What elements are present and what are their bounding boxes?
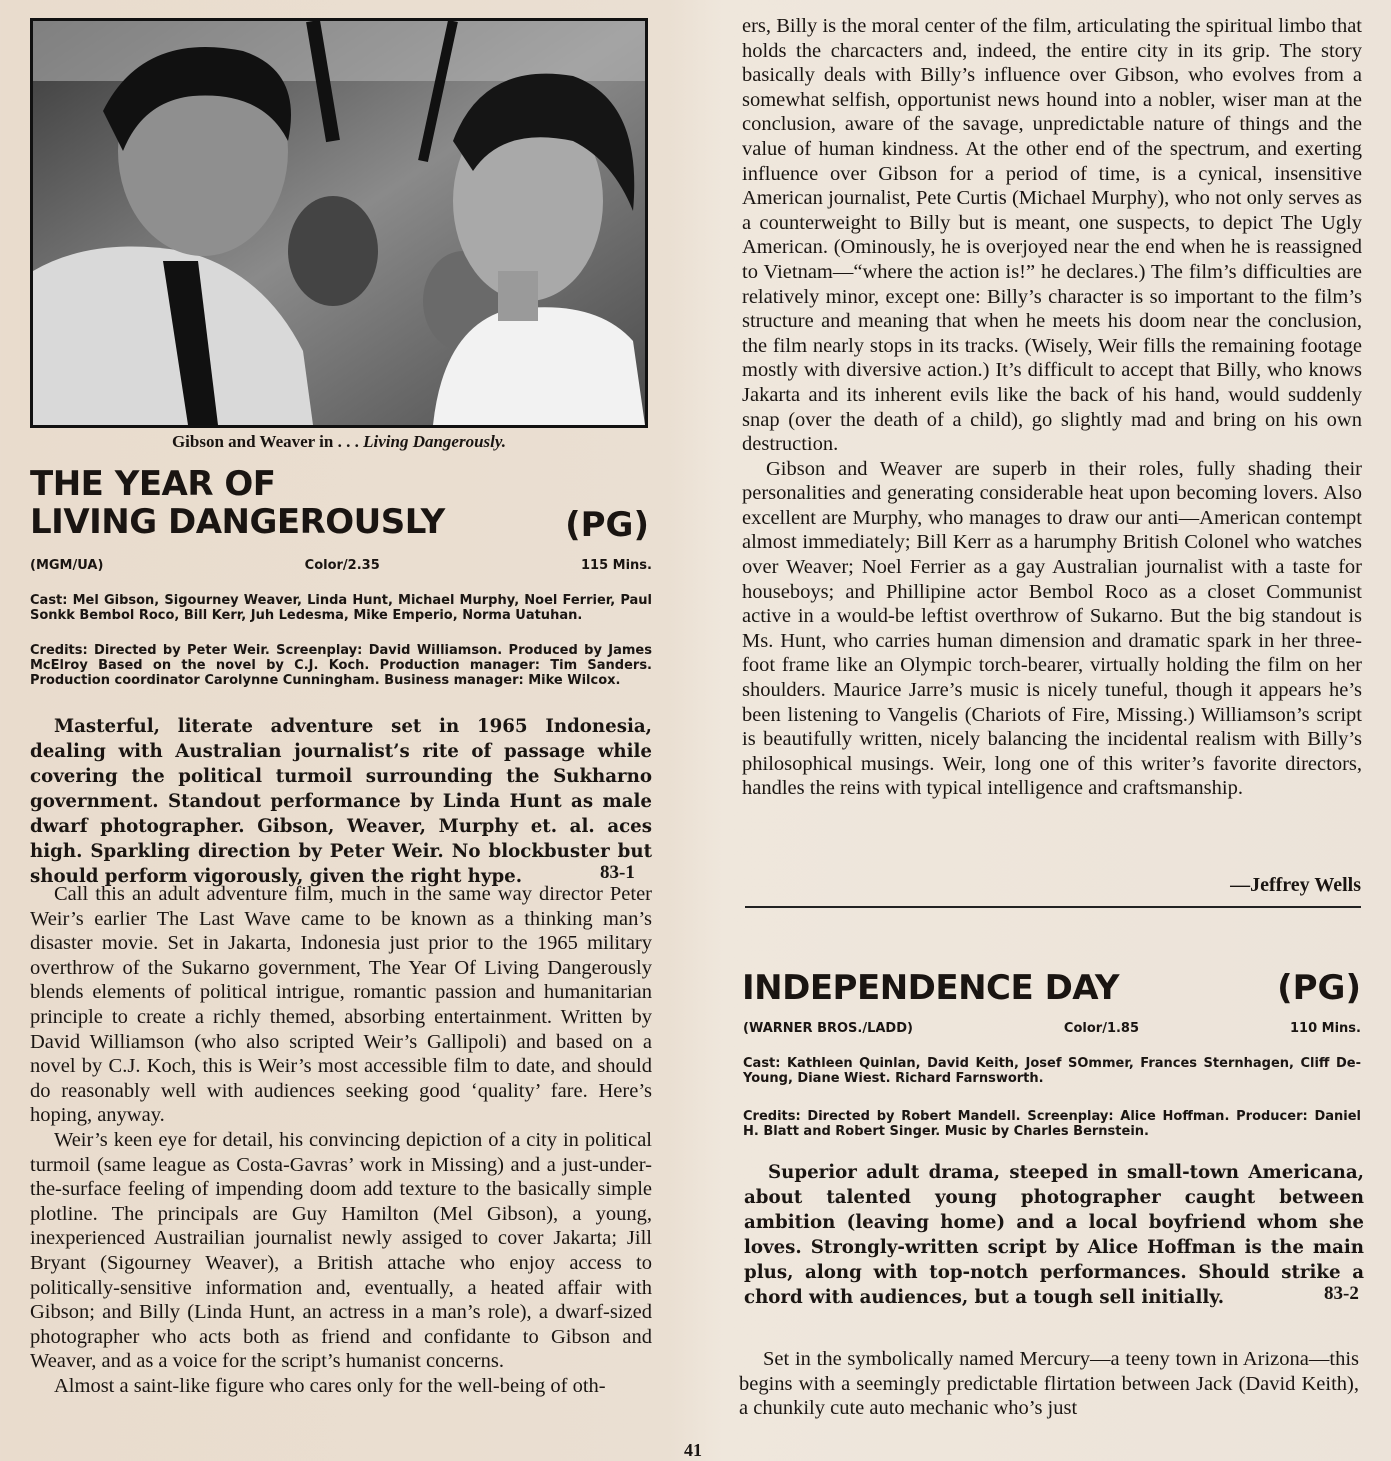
distributor: (MGM/UA) bbox=[30, 558, 104, 573]
review-summary: Superior adult drama, steeped in small-town Americana, about talented young photographer caught between ambition (leaving home) and a local boyfriend whom she loves. Strongly-written script by Alice Hoffman is the main plus, along with top-notch performances. Should strike a chord with audiences, but a tough sell initially. bbox=[744, 1162, 1364, 1308]
reviewer-signoff: —Jeffrey Wells bbox=[1230, 874, 1361, 896]
film-meta-row bbox=[743, 1021, 1361, 1036]
cast-list: Cast: Mel Gibson, Sigourney Weaver, Linda Hunt, Michael Murphy, Noel Ferrier, Paul Sonkk Bembol Roco, Bill Kerr, Juh Ledesma, Mike Emperio, Norma Uatuhan. bbox=[30, 593, 652, 623]
section-divider bbox=[745, 906, 1361, 908]
cast-list: Cast: Kathleen Quinlan, David Keith, Josef SOmmer, Frances Sternhagen, Cliff De-Young, Diane Wiest. Richard Farnsworth. bbox=[743, 1056, 1361, 1086]
review-code: 83-1 bbox=[600, 862, 635, 883]
body-paragraph: Set in the symbolically named Mercury—a teeny town in Arizona—this begins with a seemingly predictable flirtation between Jack (David Keith), a chunkily cute auto mechanic who’s just bbox=[739, 1348, 1359, 1420]
review-summary: Masterful, literate adventure set in 1965 Indonesia, dealing with Australian journalist’s rite of passage while covering the political turmoil surrounding the Sukharno government. Standout performance by Linda Hunt as male dwarf photographer. Gibson, Weaver, Murphy et. al. aces high. Sparkling direction by Peter Weir. No blockbuster but should perform vigorously, given the right hype. bbox=[30, 716, 652, 887]
body-paragraph: Almost a saint-like figure who cares only for the well-being of oth- bbox=[54, 1374, 606, 1397]
caption-lead: Gibson and Weaver in . . . bbox=[171, 432, 364, 451]
review-title bbox=[30, 465, 550, 541]
runtime: 115 Mins. bbox=[581, 558, 652, 573]
review-title: INDEPENDENCE DAY bbox=[742, 968, 1119, 1008]
credits-list: Credits: Directed by Peter Weir. Screenplay: David Williamson. Produced by James McElroy Based on the novel by C.J. Koch. Production manager: Tim Sanders. Production coordinator Carolynne Cunningham. Business manager: Mike Wilcox. bbox=[30, 643, 652, 688]
review-title-line-1: THE YEAR OF bbox=[30, 464, 276, 504]
body-paragraph: Weir’s keen eye for detail, his convincing depiction of a city in political turmoil (same league as Costa-Gavras’ work in Missing) and a just-under-the-surface feeling of impending doom add texture to the basically simple plotline. The principals are Guy Hamilton (Mel Gibson), a young, inexperienced Austrailian journalist newly assiged to cover Jakarta; Jill Bryant (Sigourney Weaver), a British attache who enjoy access to politically-sensitive information and, eventually, a heated affair with Gibson; and Billy (Linda Hunt, an actress in a man’s role), a dwarf-sized photographer who acts both as friend and confidante to Gibson and Weaver, and as a voice for the script’s humanist concerns. bbox=[30, 1128, 652, 1373]
review-body-left bbox=[30, 882, 652, 1398]
film-still-photo bbox=[30, 18, 648, 428]
caption-film-title: Living Dangerously. bbox=[363, 432, 507, 451]
color-format: Color/2.35 bbox=[304, 558, 380, 573]
photo-caption bbox=[30, 432, 648, 452]
color-format: Color/1.85 bbox=[1063, 1021, 1140, 1036]
review-title-line-2: LIVING DANGEROUSLY bbox=[30, 502, 445, 542]
distributor: (WARNER BROS./LADD) bbox=[743, 1021, 913, 1036]
body-paragraph: Call this an adult adventure film, much in the same way director Peter Weir’s earlier The Last Wave came to be known as a thinking man’s disaster movie. Set in Jakarta, Indonesia just prior to the 1965 military overthrow of the Sukarno government, The Year Of Living Dangerously blends elements of political intrigue, romantic passion and humanitarian principle to create a richly themed, absorbing entertainment. Written by David Williamson (who also scripted Weir’s Gallipoli) and based on a novel by C.J. Koch, this is Weir’s most accessible film to date, and should do reasonably well with audiences seeking good ‘quality’ fare. Here’s hoping, anyway. bbox=[30, 883, 652, 1127]
photo-image bbox=[33, 21, 645, 425]
rating-badge: (PG) bbox=[565, 505, 649, 545]
credits-list: Credits: Directed by Robert Mandell. Screenplay: Alice Hoffman. Producer: Daniel H. Blatt and Robert Singer. Music by Charles Bernstein. bbox=[743, 1109, 1361, 1139]
runtime: 110 Mins. bbox=[1289, 1021, 1361, 1036]
review-body bbox=[739, 1347, 1359, 1421]
rating-badge: (PG) bbox=[1277, 968, 1361, 1008]
body-paragraph: Gibson and Weaver are superb in their roles, fully shading their personalities and generating considerable heat upon becoming lovers. Also excellent are Murphy, who manages to draw our anti—American contempt almost immediately; Bill Kerr as a harumphy British Colonel who watches over Weaver; Noel Ferrier as a gay Australian journalist with a taste for houseboys; and Phillipine actor Bembol Roco as a closet Communist active in a would-be leftist overthrow of Sukarno. But the big standout is Ms. Hunt, who carries human dimension and dramatic spark in her three-foot frame like an Olympic torch-bearer, virtually holding the film on her shoulders. Maurice Jarre’s music is nicely tuneful, though it appears he’s been listening to Vangelis (Chariots of Fire, Missing.) Williamson’s script is beautifully written, nicely balancing the incidental realism with Billy’s philosophical musings. Weir, long one of this writer’s favorite directors, handles the reins with typical intelligence and craftsmanship. bbox=[742, 457, 1362, 800]
page-number: 41 bbox=[684, 1440, 702, 1460]
film-meta-row bbox=[30, 558, 652, 573]
review-code: 83-2 bbox=[1324, 1283, 1359, 1304]
review-body-right bbox=[742, 14, 1362, 801]
body-paragraph: ers, Billy is the moral center of the film, articulating the spiritual limbo that holds the charcacters and, indeed, the entire city in its grip. The story basically deals with Billy’s influence over Gibson, who evolves from a somewhat selfish, opportunist news hound into a nobler, wiser man at the conclusion, aware of the savage, unpredictable nature of things and the value of human kindness. At the other end of the spectrum, and exerting influence over Gibson for a period of time, is a cynical, insensitive American journalist, Pete Curtis (Michael Murphy), who not only serves as a counterweight to Billy but is meant, one suspects, to depict The Ugly American. (Ominously, he is overjoyed near the end when he is reassigned to Vietnam—“where the action is!” he declares.) The film’s difficulties are relatively minor, except one: Billy’s character is so important to the film’s structure and meaning that when he meets his doom near the conclusion, the film nearly stops in its tracks. (Wisely, Weir fills the remaining footage mostly with diversive action.) It’s difficult to accept that Billy, who knows Jakarta and its inherent evils like the back of his hand, would suddenly snap (over the death of a child), go slightly mad and bring on his own destruction. bbox=[742, 15, 1362, 456]
